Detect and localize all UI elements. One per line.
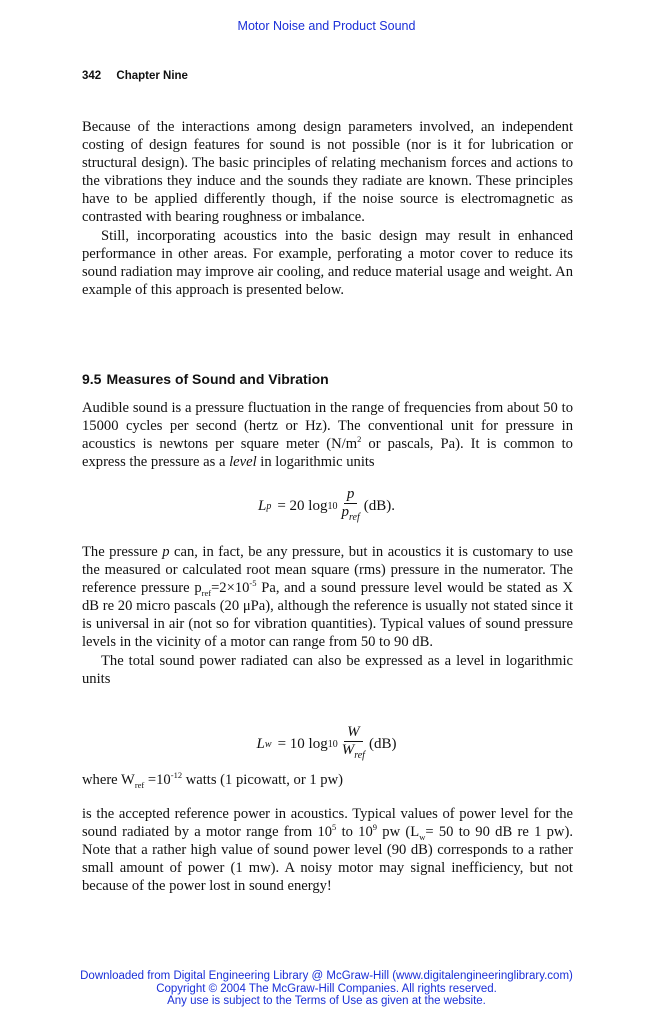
chapter-label: Chapter Nine — [116, 70, 188, 82]
eq-denominator — [342, 742, 365, 763]
superscript: 9 — [372, 822, 378, 833]
section-title: Measures of Sound and Vibration — [106, 371, 329, 387]
text-run: =2×10 — [211, 580, 250, 597]
superscript: -12 — [170, 770, 183, 781]
eq-log-base: 10 — [327, 738, 338, 750]
eq-unit: (dB) — [368, 735, 397, 752]
intro-text — [82, 118, 573, 299]
superscript: 2 — [357, 434, 362, 445]
section-heading — [82, 371, 329, 387]
eq-den-sub: ref — [348, 512, 360, 523]
variable: p — [162, 544, 170, 560]
subscript: w — [419, 832, 426, 842]
subscript: ref — [134, 779, 145, 790]
emphasis: level — [229, 454, 257, 471]
sound-power-level-equation — [0, 725, 653, 763]
text-run: =10 — [144, 772, 171, 788]
superscript: -5 — [249, 578, 257, 589]
text-run: The pressure — [82, 544, 163, 560]
section-paragraphs-2-3 — [82, 543, 573, 688]
section-paragraph-2 — [82, 543, 573, 652]
section-number: 9.5 — [82, 371, 102, 387]
eq-den-symbol: W — [341, 742, 355, 758]
intro-paragraph-1: Because of the interactions among design parameters involved, an independent costing of design features for sound is not possible (nor is it for lubrication or structural design). The basic principles of relating mechanism forces and actions to the vibrations they induce and the sounds they radiate are known. These principles have to be applied differently though, if the noise source is electromagnetic as contrasted with bearing roughness or imbalance. — [82, 119, 573, 226]
text-run: pw (L — [377, 824, 420, 841]
page-number: 342 — [82, 70, 102, 82]
eq-operator: = 20 log — [277, 497, 328, 514]
text-run: Pa, and a sound pressure level would be stated as X dB re 20 micro pascals (20 μPa), although the reference is usually not stated since it is universal in air (not so for vibration quantities). Typical values of sound pressure levels in the vicinity of a motor can range from 50 to 90 dB. — [82, 580, 574, 651]
eq-lhs-sub: w — [264, 738, 272, 750]
eq-numerator: p — [344, 487, 358, 504]
intro-paragraph-2: Still, incorporating acoustics into the basic design may result in enhanced performance in other areas. For example, perforating a motor cover to reduce its sound radiation may improve air cooling, and reduce material usage and weight. An example of this approach is presented below. — [82, 227, 573, 298]
text-run: or pascals, Pa). It is common to express the pressure as a — [82, 436, 573, 471]
sound-pressure-level-equation — [0, 487, 653, 525]
text-run: Audible sound is a pressure fluctuation in the range of frequencies from about 50 to 15000 cycles per second (hertz or Hz). The conventional unit for pressure in acoustics is newtons per square meter (N/m — [82, 400, 573, 453]
section-paragraph-3: The total sound power radiated can also be expressed as a level in logarithmic units — [82, 652, 573, 687]
eq-lhs-sub: p — [266, 500, 272, 512]
text-run: is the accepted reference power in acoustics. Typical values of power level for the sound radiated by a motor range from 10 — [82, 806, 573, 841]
eq-operator: = 10 log — [277, 735, 328, 752]
footer-terms: Any use is subject to the Terms of Use as given at the website. — [167, 995, 486, 1007]
eq-numerator: W — [344, 725, 363, 742]
eq-den-sub: ref — [354, 750, 365, 761]
text-run: watts (1 picowatt, or 1 pw) — [182, 772, 343, 788]
section-paragraph-1 — [82, 399, 573, 471]
book-title-banner: Motor Noise and Product Sound — [237, 19, 416, 33]
eq-lhs: L — [256, 735, 265, 752]
text-run: can, in fact, be any pressure, but in acoustics it is customary to use the measured or calculated root mean square (rms) pressure in the numerator. The reference pressure p — [82, 544, 573, 597]
footer-copyright: Copyright © 2004 The McGraw-Hill Companies. All rights reserved. — [156, 982, 497, 995]
eq-log-base: 10 — [327, 500, 338, 512]
running-head — [82, 70, 188, 82]
eq-unit: (dB). — [363, 497, 395, 514]
text-run: in logarithmic units — [256, 454, 375, 471]
eq-den-symbol: p — [341, 504, 349, 520]
eq-lhs: L — [258, 497, 267, 514]
copyright-footer — [0, 970, 653, 1008]
eq-fraction — [342, 725, 365, 763]
footer-download-link[interactable]: Downloaded from Digital Engineering Library @ McGraw-Hill (www.digitalengineeringlibrary.com) — [80, 970, 573, 982]
section-paragraph-4 — [82, 805, 573, 895]
text-run: where W — [82, 772, 135, 788]
eq-denominator — [341, 504, 359, 525]
superscript: 5 — [332, 822, 337, 833]
subscript: ref — [201, 588, 212, 599]
where-clause — [82, 771, 573, 789]
eq-fraction — [341, 487, 359, 525]
text-run: to 10 — [336, 824, 373, 841]
text-run: = 50 to 90 dB re 1 pw). Note that a rather high value of sound power level (90 dB) corresponds to a rather small amount of power (1 mw). A noisy motor may signal inefficiency, but not because of the power lost in sound energy! — [82, 824, 573, 895]
